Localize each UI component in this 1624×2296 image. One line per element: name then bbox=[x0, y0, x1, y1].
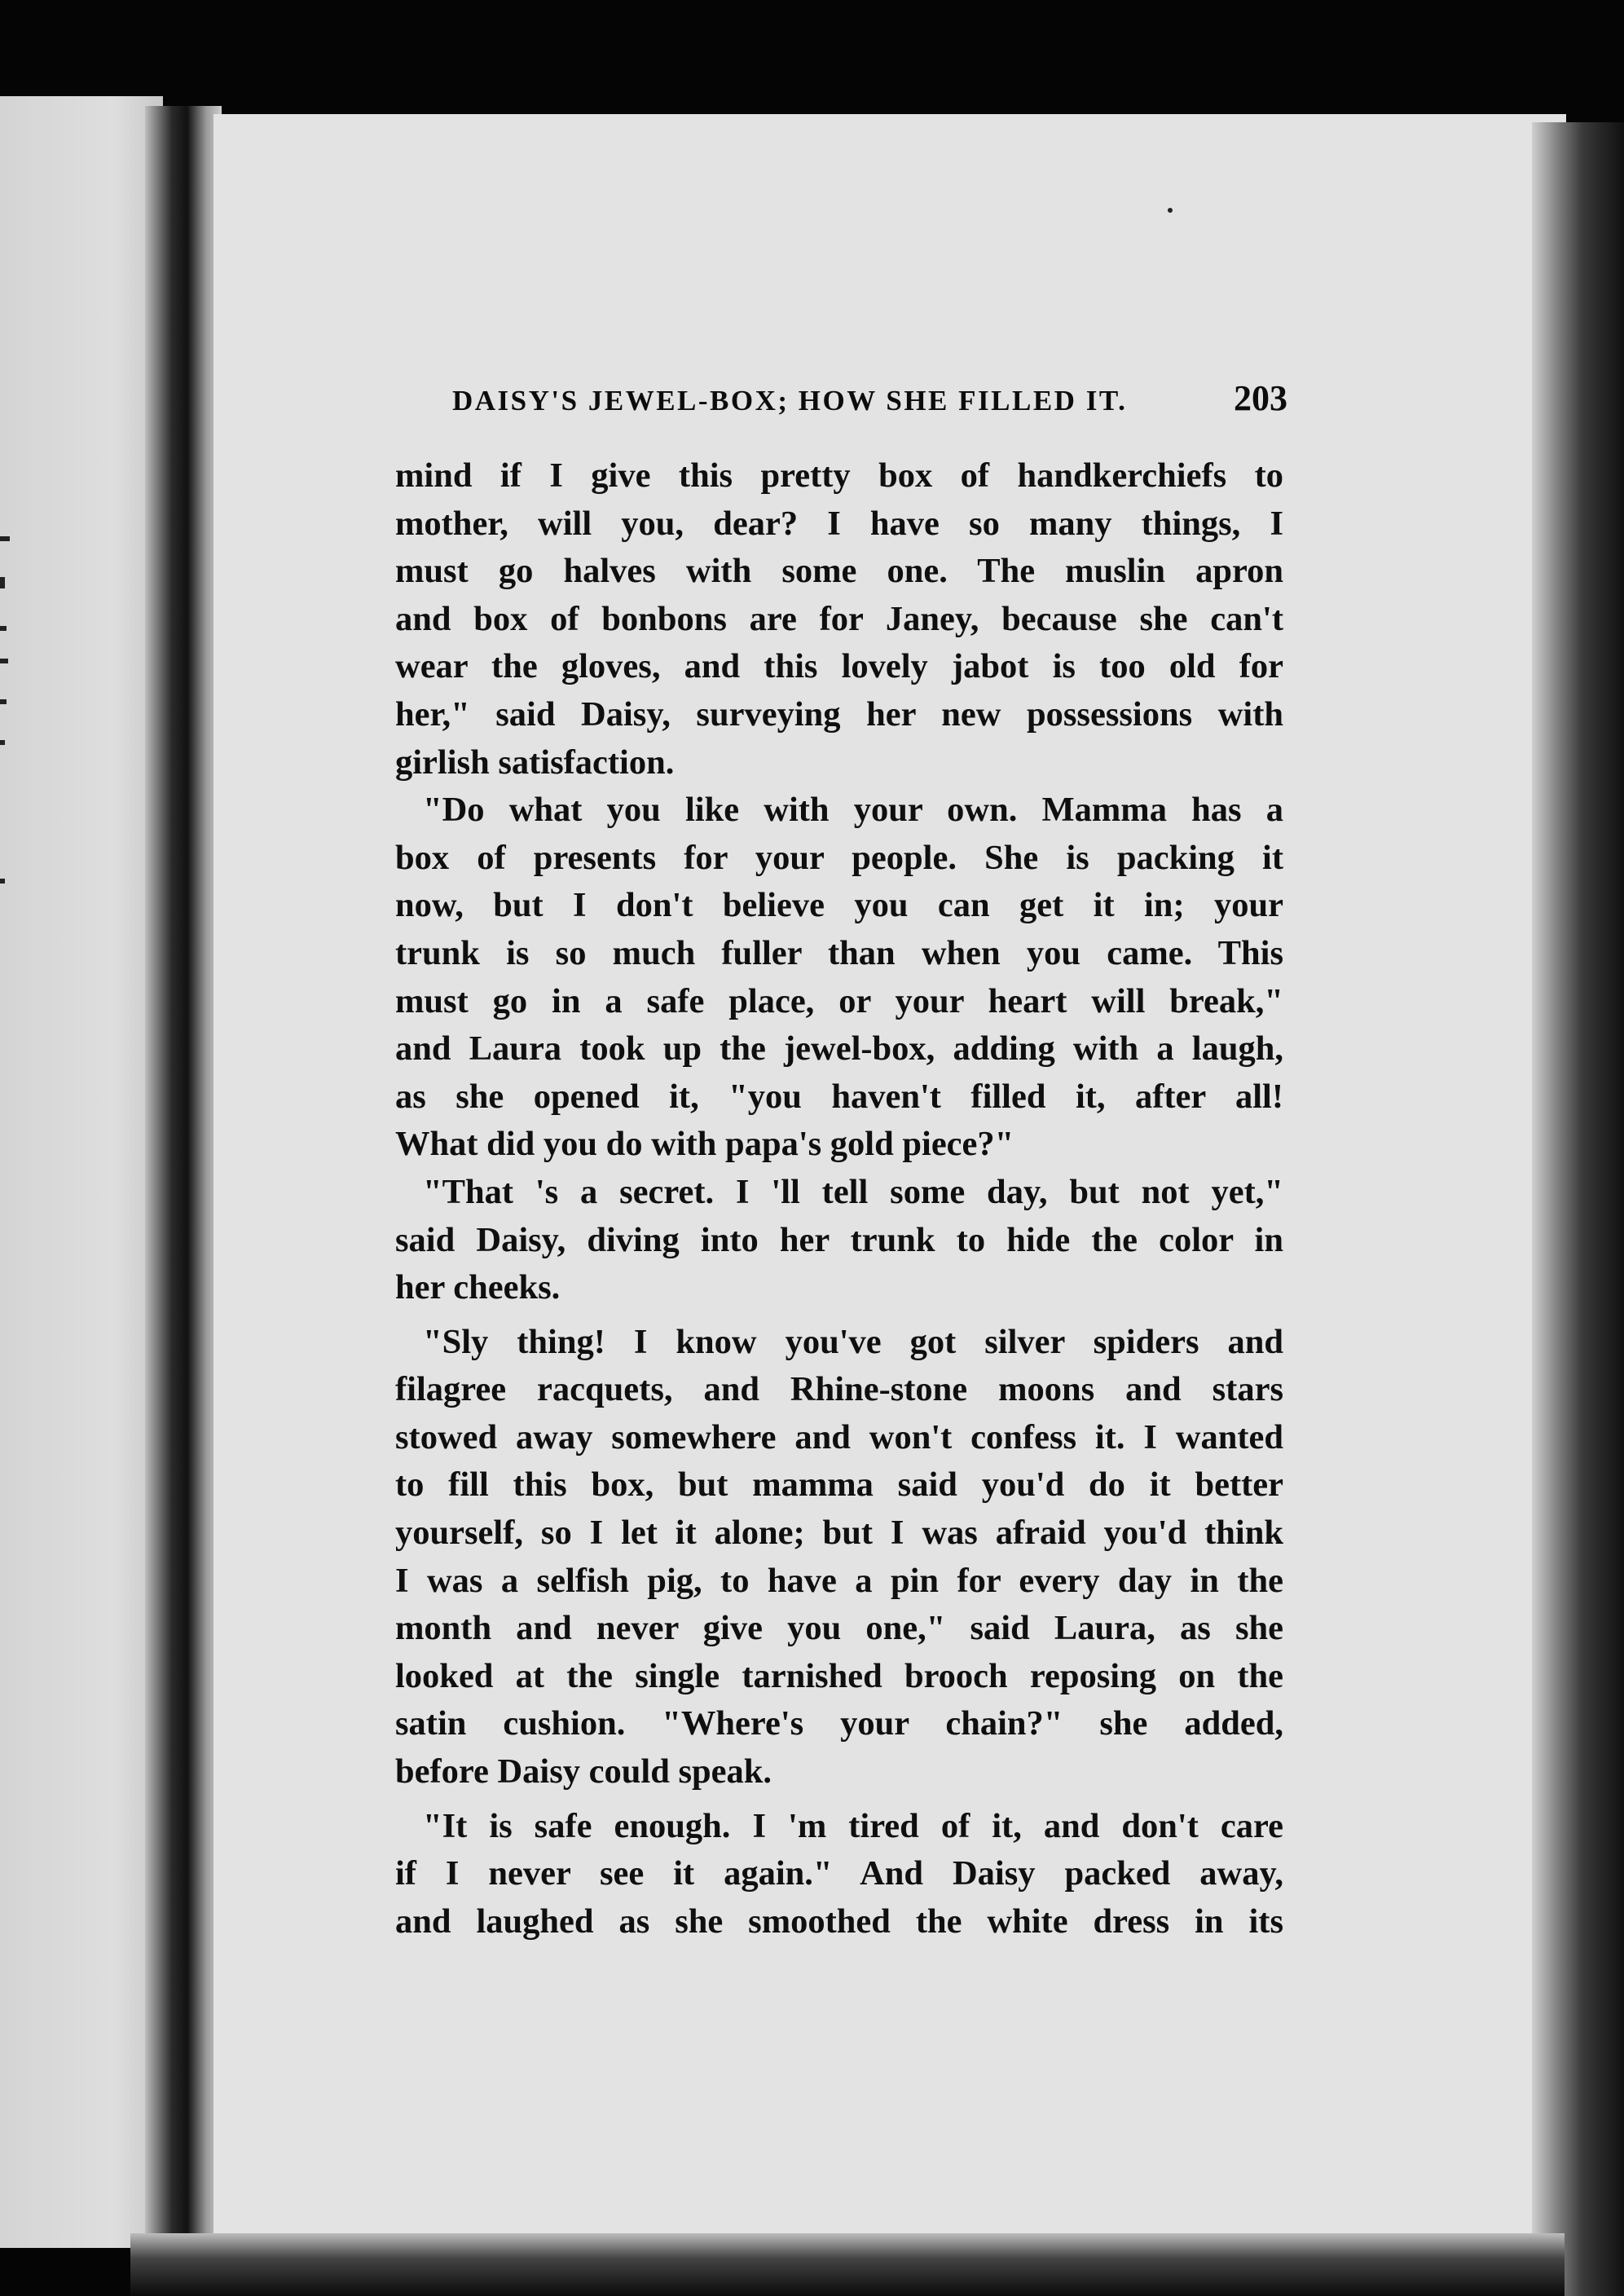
text-line: box of presents for your people. She is packing it bbox=[395, 838, 1283, 877]
text-line: and Laura took up the jewel-box, adding with a laugh, bbox=[395, 1029, 1283, 1069]
book-gutter bbox=[145, 106, 222, 2258]
paragraph bbox=[395, 452, 1283, 787]
text-line: What did you do with papa's gold piece?" bbox=[395, 1125, 1014, 1164]
text-line: looked at the single tarnished brooch reposing on the bbox=[395, 1656, 1283, 1695]
paragraph bbox=[395, 787, 1283, 1169]
text-line: yourself, so I let it alone; but I was afraid you'd think bbox=[395, 1514, 1283, 1553]
page-bottom-shadow bbox=[130, 2233, 1565, 2296]
page-number: 203 bbox=[1234, 378, 1287, 418]
text-line: "Sly thing! I know you've got silver spiders and bbox=[423, 1322, 1283, 1361]
running-head: DAISY'S JEWEL-BOX; HOW SHE FILLED IT. bbox=[452, 385, 1128, 416]
paragraph bbox=[395, 1319, 1283, 1796]
text-line: as she opened it, "you haven't filled it, after all! bbox=[395, 1077, 1283, 1116]
paragraph bbox=[395, 1169, 1283, 1312]
text-line: filagree racquets, and Rhine-stone moons and stars bbox=[395, 1370, 1283, 1409]
page-stack-edge bbox=[1532, 122, 1624, 2296]
text-line: mind if I give this pretty box of handkerchiefs to bbox=[395, 456, 1283, 495]
text-line: wear the gloves, and this lovely jabot is too old for bbox=[395, 647, 1283, 686]
facing-page-text-fragments bbox=[0, 536, 16, 944]
text-line: must go in a safe place, or your heart will break," bbox=[395, 981, 1283, 1020]
text-line: "Do what you like with your own. Mamma has a bbox=[423, 791, 1283, 830]
text-line: trunk is so much fuller than when you came. This bbox=[395, 933, 1283, 972]
text-line: must go halves with some one. The muslin apron bbox=[395, 552, 1283, 591]
paragraph bbox=[395, 1803, 1283, 1946]
text-line: before Daisy could speak. bbox=[395, 1752, 772, 1791]
text-line: to fill this box, but mamma said you'd do it better bbox=[395, 1465, 1283, 1505]
text-line: and laughed as she smoothed the white dress in its bbox=[395, 1902, 1283, 1941]
text-line: her," said Daisy, surveying her new possessions with bbox=[395, 694, 1283, 734]
text-line: her cheeks. bbox=[395, 1268, 561, 1307]
page-header bbox=[452, 377, 1287, 419]
text-line: if I never see it again." And Daisy packed away, bbox=[395, 1854, 1283, 1893]
text-line: satin cushion. "Where's your chain?" she added, bbox=[395, 1704, 1283, 1743]
text-line: girlish satisfaction. bbox=[395, 743, 675, 782]
ink-speck bbox=[1168, 208, 1173, 213]
text-line: I was a selfish pig, to have a pin for every day in the bbox=[395, 1561, 1283, 1600]
text-line: mother, will you, dear? I have so many things, I bbox=[395, 504, 1283, 543]
facing-page-edge bbox=[0, 96, 163, 2248]
text-line: "It is safe enough. I 'm tired of it, and don't care bbox=[423, 1806, 1283, 1845]
text-line: "That 's a secret. I 'll tell some day, but not yet," bbox=[423, 1172, 1283, 1211]
text-line: month and never give you one," said Laura, as she bbox=[395, 1609, 1283, 1648]
text-line: said Daisy, diving into her trunk to hide the color in bbox=[395, 1220, 1283, 1259]
body-text bbox=[395, 452, 1283, 1946]
text-line: and box of bonbons are for Janey, because she can't bbox=[395, 599, 1283, 638]
text-line: now, but I don't believe you can get it in; your bbox=[395, 886, 1283, 925]
text-line: stowed away somewhere and won't confess it. I wanted bbox=[395, 1417, 1283, 1456]
